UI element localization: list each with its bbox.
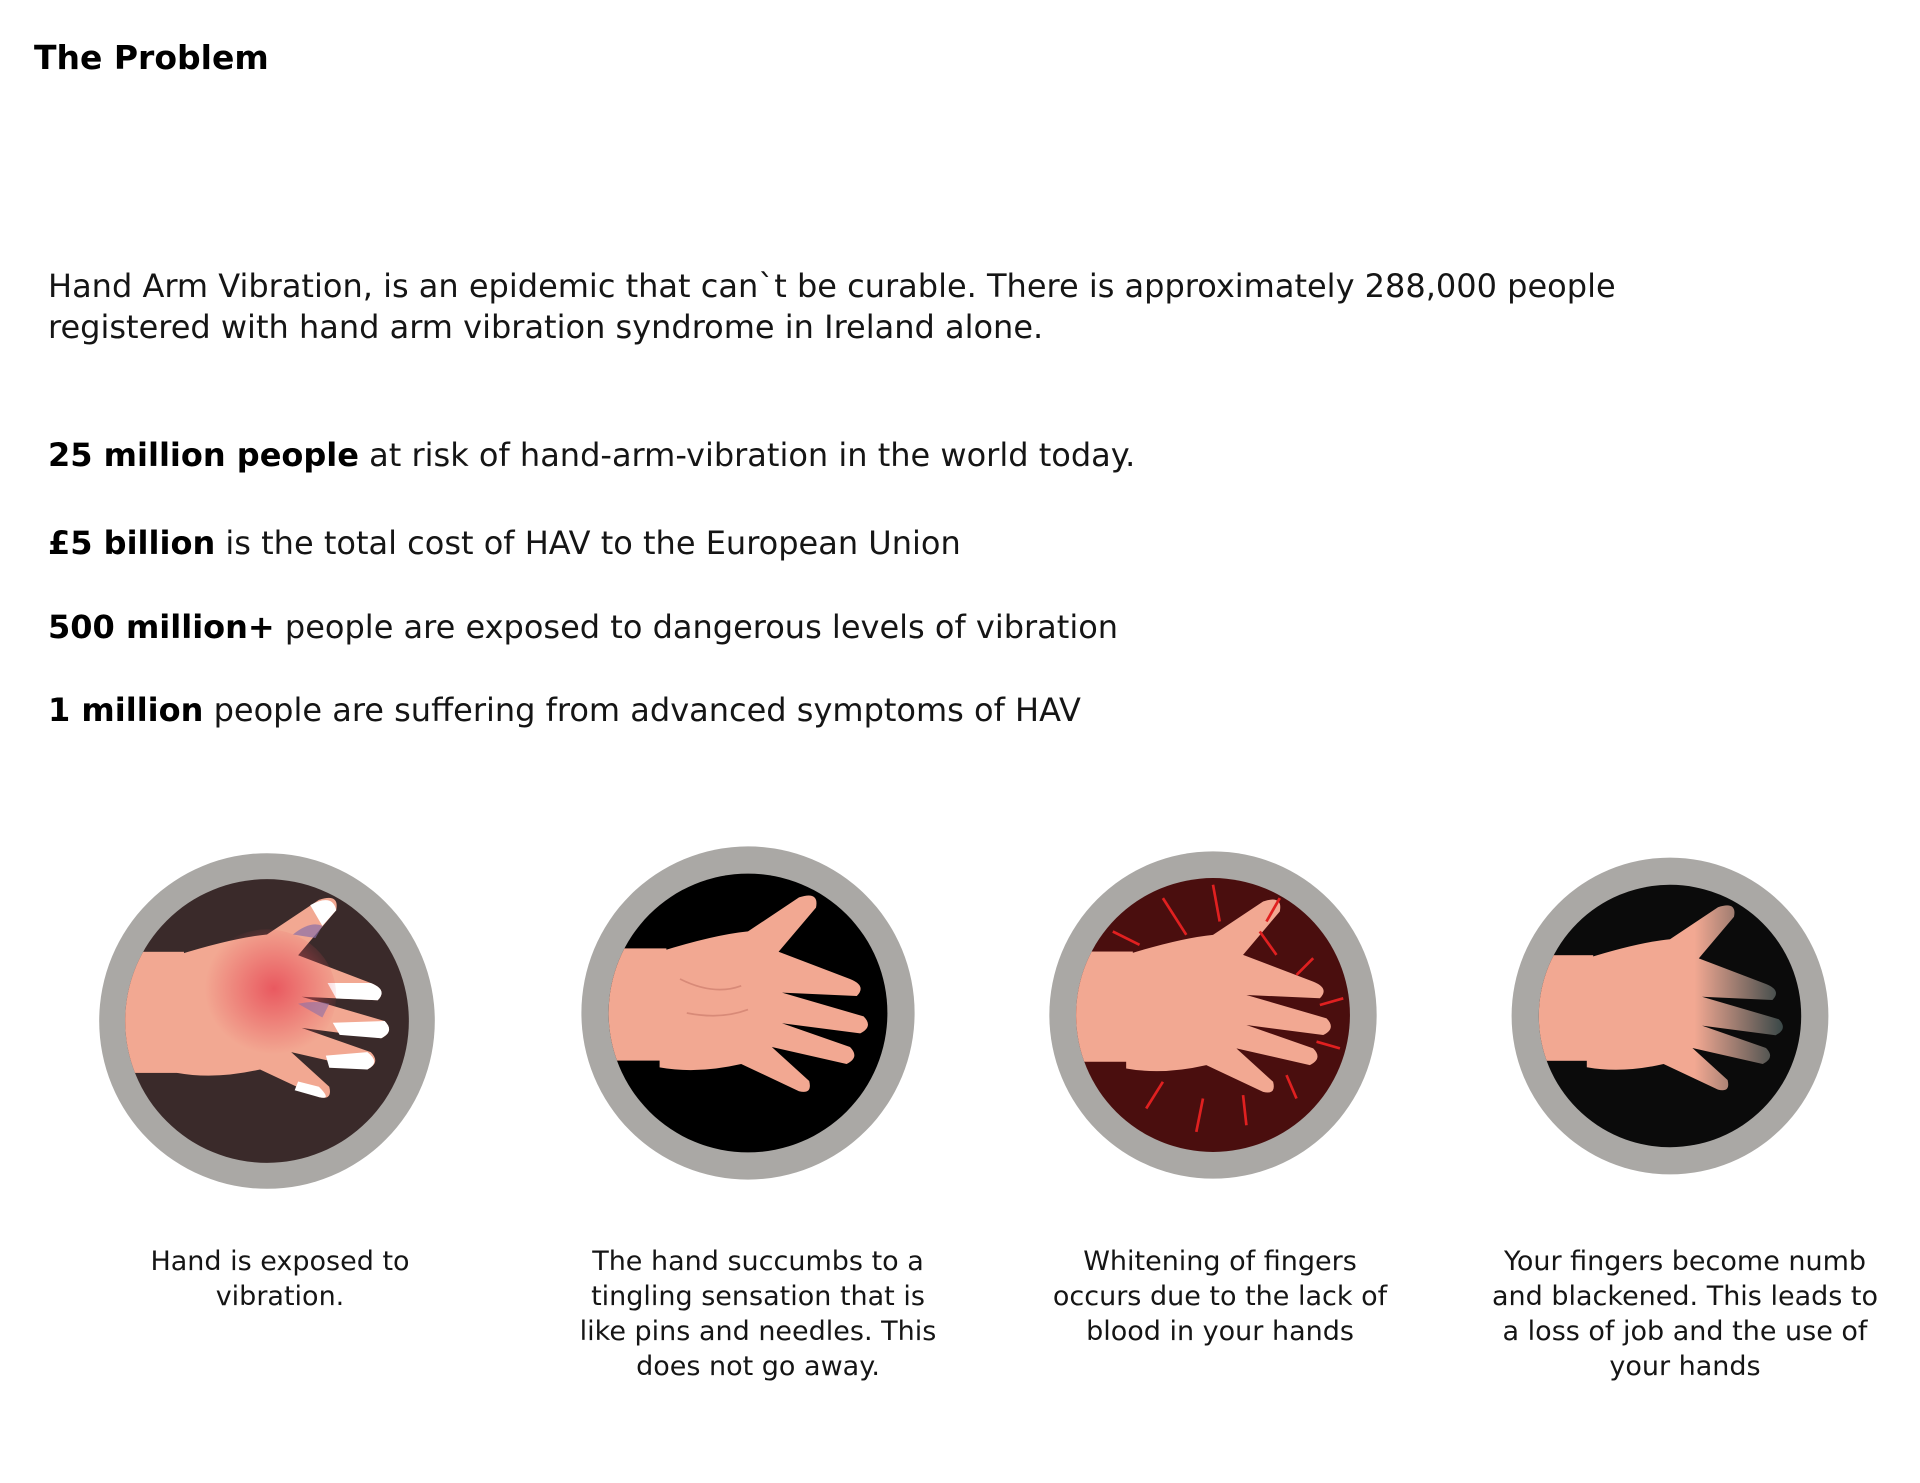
hand-exposed-vibration-icon — [94, 848, 440, 1194]
stat-highlight: 1 million — [48, 691, 204, 729]
stage-caption: Your fingers become numb and blackened. This leads to a loss of job and the use of your hands — [1491, 1246, 1879, 1382]
stat-text: people are suffering from advanced symptoms of HAV — [203, 691, 1081, 729]
stat-line — [48, 435, 1135, 475]
stat-text: at risk of hand-arm-vibration in the world today. — [358, 436, 1136, 474]
stat-highlight: £5 billion — [48, 524, 216, 562]
stage-caption: Hand is exposed to vibration. — [150, 1246, 410, 1312]
stat-line — [48, 607, 1118, 647]
stat-highlight: 500 million+ — [48, 608, 275, 646]
hand-whitening-icon — [1046, 848, 1380, 1182]
stage-caption: The hand succumbs to a tingling sensation that is like pins and needles. This does not go away. — [579, 1246, 937, 1382]
stat-text: people are exposed to dangerous levels of vibration — [274, 608, 1119, 646]
stage-caption: Whitening of fingers occurs due to the lack of blood in your hands — [1052, 1246, 1388, 1347]
stat-text: is the total cost of HAV to the European Union — [215, 524, 961, 562]
intro-paragraph: Hand Arm Vibration, is an epidemic that can`t be curable. There is approximately 288,000 people registered with hand arm vibration syndrome in Ireland alone. — [48, 267, 1616, 346]
page-title: The Problem — [34, 38, 269, 77]
stat-line — [48, 523, 961, 563]
hand-numb-blackened-icon — [1510, 856, 1830, 1176]
stat-line — [48, 690, 1081, 730]
hand-tingling-icon — [578, 843, 918, 1183]
stat-highlight: 25 million people — [48, 436, 359, 474]
